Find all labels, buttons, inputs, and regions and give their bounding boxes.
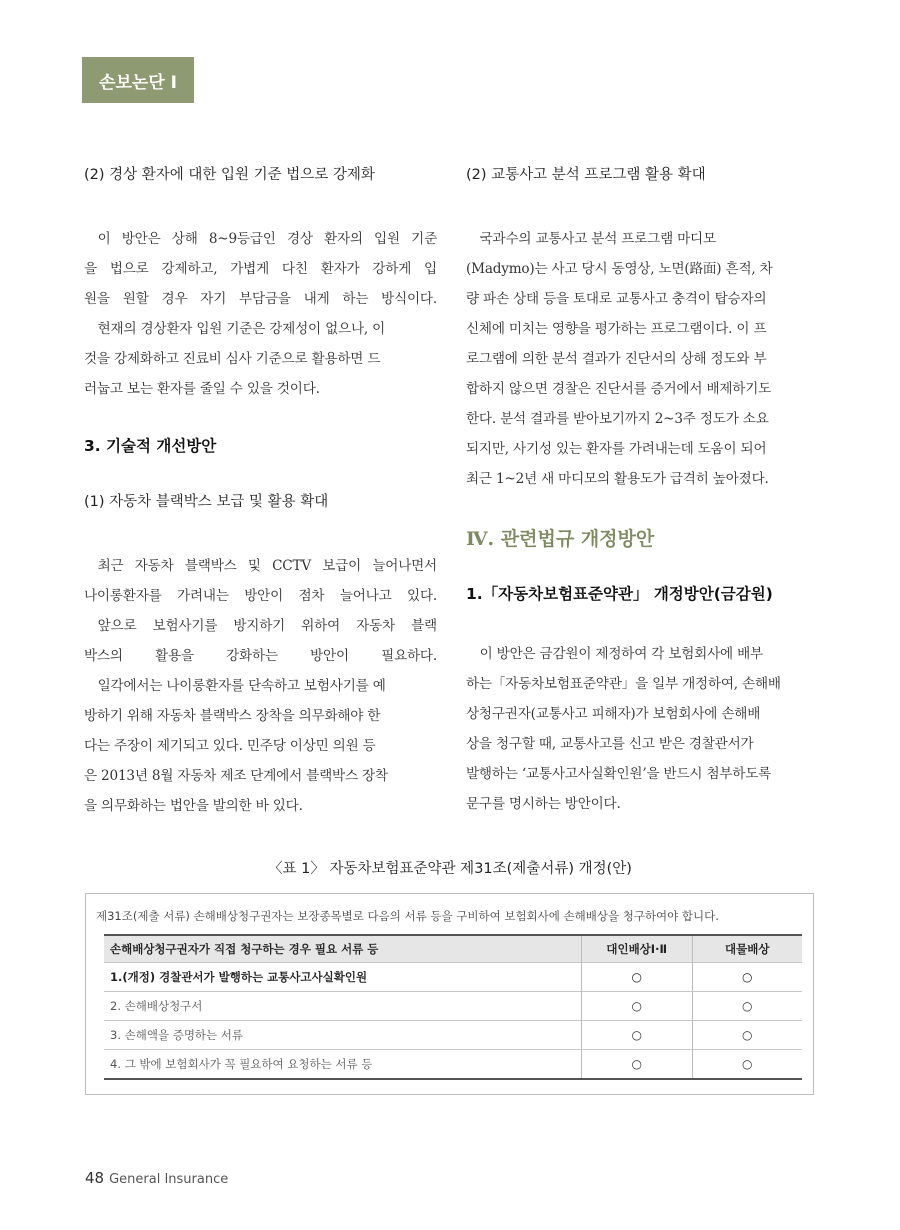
text-line: 로그램에 의한 분석 결과가 진단서의 상해 정도와 부 <box>466 351 767 367</box>
text-line: 일각에서는 나이롱환자를 단속하고 보험사기를 예 <box>97 678 386 694</box>
left-paragraph-1 <box>84 224 437 314</box>
table-cell-document: 4. 그 밖에 보험회사가 꼭 필요하여 요청하는 서류 등 <box>104 1050 581 1080</box>
text-line: 합하지 않으면 경찰은 진단서를 증거에서 배제하기도 <box>466 381 772 397</box>
left-paragraph-5 <box>84 671 437 821</box>
text-line: 앞으로 보험사기를 방지하기 위하여 자동차 블랙 <box>97 618 437 634</box>
table-cell-document: 1.(개정) 경찰관서가 발행하는 교통사고사실확인원 <box>104 963 581 992</box>
text-line: 이 방안은 상해 8~9등급인 경상 환자의 입원 기준 <box>97 231 437 247</box>
text-line: 상을 청구할 때, 교통사고를 신고 받은 경찰관서가 <box>466 736 754 752</box>
table-box <box>85 893 814 1095</box>
text-line: 량 파손 상태 등을 토대로 교통사고 충격이 탑승자의 <box>466 291 767 307</box>
text-line: 한다. 분석 결과를 받아보기까지 2~3주 정도가 소요 <box>466 411 769 427</box>
text-line: 나이롱환자를 가려내는 방안이 점차 늘어나고 있다. <box>84 588 437 604</box>
right-paragraph-2 <box>466 639 819 819</box>
text-line: 최근 자동차 블랙박스 및 CCTV 보급이 늘어나면서 <box>97 558 437 574</box>
text-line: 하는「자동차보험표준약관」을 일부 개정하여, 손해배 <box>466 676 781 692</box>
table-row <box>104 963 802 992</box>
left-paragraph-2 <box>84 314 437 404</box>
text-line: 방하기 위해 자동차 블랙박스 장착을 의무화해야 한 <box>84 708 381 724</box>
table-cell-document: 3. 손해액을 증명하는 서류 <box>104 1021 581 1050</box>
table-header-documents: 손해배상청구권자가 직접 청구하는 경우 필요 서류 등 <box>104 935 581 963</box>
text-line: 러눕고 보는 환자를 줄일 수 있을 것이다. <box>84 381 320 397</box>
table-row <box>104 1021 802 1050</box>
table-cell-check: ○ <box>581 992 692 1021</box>
page-number: 48 <box>85 1169 105 1187</box>
documents-table <box>104 934 802 1080</box>
text-line: 것을 강제화하고 진료비 심사 기준으로 활용하면 드 <box>84 351 381 367</box>
table-header-bodily-injury: 대인배상Ⅰ·Ⅱ <box>581 935 692 963</box>
table-caption: 〈표 1〉 자동차보험표준약관 제31조(제출서류) 개정(안) <box>268 861 632 877</box>
left-subheading-2: (1) 자동차 블랙박스 보급 및 활용 확대 <box>84 494 329 510</box>
table-cell-check: ○ <box>581 963 692 992</box>
left-paragraph-3 <box>84 551 437 611</box>
table-row <box>104 1050 802 1080</box>
table-intro: 제31조(제출 서류) 손해배상청구권자는 보장종목별로 다음의 서류 등을 구비하여 보험회사에 손해배상을 청구하여야 합니다. <box>96 909 719 923</box>
left-column <box>84 160 437 821</box>
text-line: 원을 원할 경우 자기 부담금을 내게 하는 방식이다. <box>84 291 437 307</box>
table-cell-check: ○ <box>692 1021 802 1050</box>
text-line: 다는 주장이 제기되고 있다. 민주당 이상민 의원 등 <box>84 738 376 754</box>
right-column <box>466 160 819 819</box>
text-line: 되지만, 사기성 있는 환자를 가려내는데 도움이 되어 <box>466 441 767 457</box>
text-line: 이 방안은 금감원이 제정하여 각 보험회사에 배부 <box>479 646 763 662</box>
left-heading-3: 3. 기술적 개선방안 <box>84 437 217 455</box>
table-header-row <box>104 935 802 963</box>
text-line: 신체에 미치는 영향을 평가하는 프로그램이다. 이 프 <box>466 321 767 337</box>
text-line: 최근 1~2년 새 마디모의 활용도가 급격히 높아졌다. <box>466 471 769 487</box>
right-paragraph-1 <box>466 224 819 494</box>
left-subheading-1: (2) 경상 환자에 대한 입원 기준 법으로 강제화 <box>84 167 375 183</box>
text-line: 상청구권자(교통사고 피해자)가 보험회사에 손해배 <box>466 706 761 722</box>
table-header-property-damage: 대물배상 <box>692 935 802 963</box>
text-line: 문구를 명시하는 방안이다. <box>466 796 621 812</box>
table-row <box>104 992 802 1021</box>
page-footer <box>85 1169 228 1187</box>
text-line: 을 의무화하는 법안을 발의한 바 있다. <box>84 798 303 814</box>
text-line: 국과수의 교통사고 분석 프로그램 마디모 <box>479 231 716 247</box>
table-cell-check: ○ <box>692 1050 802 1080</box>
text-line: 박스의 활용을 강화하는 방안이 필요하다. <box>84 648 437 664</box>
right-heading-3: 1.「자동차보험표준약관」 개정방안(금감원) <box>466 585 773 603</box>
right-heading-2: Ⅳ. 관련법규 개정방안 <box>466 528 655 550</box>
text-line: (Madymo)는 사고 당시 동영상, 노면(路面) 흔적, 차 <box>466 261 773 277</box>
table-cell-check: ○ <box>692 963 802 992</box>
text-line: 은 2013년 8월 자동차 제조 단계에서 블랙박스 장착 <box>84 768 388 784</box>
left-paragraph-4 <box>84 611 437 671</box>
table-cell-check: ○ <box>581 1050 692 1080</box>
publication-name: General Insurance <box>109 1172 229 1187</box>
table-cell-document: 2. 손해배상청구서 <box>104 992 581 1021</box>
text-line: 현재의 경상환자 입원 기준은 강제성이 없으나, 이 <box>97 321 386 337</box>
section-tag: 손보논단 Ⅰ <box>82 57 194 103</box>
table-cell-check: ○ <box>692 992 802 1021</box>
right-subheading-1: (2) 교통사고 분석 프로그램 활용 확대 <box>466 167 706 183</box>
text-line: 발행하는 ‘교통사고사실확인원’을 반드시 첨부하도록 <box>466 766 772 782</box>
text-line: 을 법으로 강제하고, 가볍게 다친 환자가 강하게 입 <box>84 261 437 277</box>
table-cell-check: ○ <box>581 1021 692 1050</box>
